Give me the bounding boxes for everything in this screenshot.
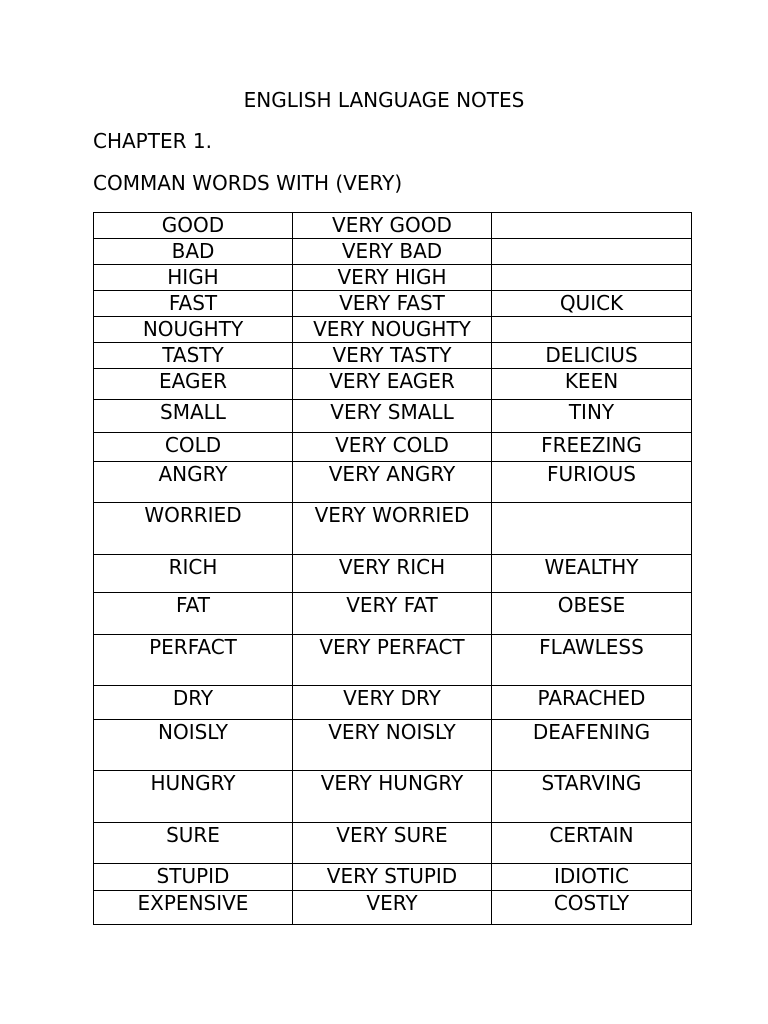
very-word-cell: VERY RICH [293, 555, 492, 593]
words-table [93, 212, 692, 925]
table-row [94, 400, 692, 433]
base-word-cell: STUPID [94, 864, 293, 891]
table-row [94, 864, 692, 891]
very-word-cell: VERY TASTY [293, 343, 492, 369]
synonym-cell: FREEZING [492, 433, 692, 462]
table-row [94, 891, 692, 925]
table-row [94, 291, 692, 317]
very-word-cell: VERY STUPID [293, 864, 492, 891]
section-heading: COMMAN WORDS WITH (VERY) [93, 171, 403, 195]
table-row [94, 433, 692, 462]
synonym-cell: STARVING [492, 771, 692, 823]
very-word-cell: VERY DRY [293, 686, 492, 720]
base-word-cell: DRY [94, 686, 293, 720]
synonym-cell: TINY [492, 400, 692, 433]
table-row [94, 369, 692, 400]
base-word-cell: RICH [94, 555, 293, 593]
synonym-cell: DEAFENING [492, 720, 692, 771]
base-word-cell: NOUGHTY [94, 317, 293, 343]
base-word-cell: SURE [94, 823, 293, 864]
synonym-cell [492, 239, 692, 265]
table-row [94, 555, 692, 593]
base-word-cell: EAGER [94, 369, 293, 400]
very-word-cell: VERY PERFACT [293, 635, 492, 686]
synonym-cell: CERTAIN [492, 823, 692, 864]
very-word-cell: VERY HIGH [293, 265, 492, 291]
very-word-cell: VERY SMALL [293, 400, 492, 433]
synonym-cell: IDIOTIC [492, 864, 692, 891]
base-word-cell: GOOD [94, 213, 293, 239]
table-row [94, 771, 692, 823]
table-row [94, 343, 692, 369]
document-title: ENGLISH LANGUAGE NOTES [243, 88, 525, 112]
table-row [94, 462, 692, 503]
synonym-cell [492, 317, 692, 343]
base-word-cell: TASTY [94, 343, 293, 369]
synonym-cell: FLAWLESS [492, 635, 692, 686]
very-word-cell: VERY COLD [293, 433, 492, 462]
table-row [94, 593, 692, 635]
synonym-cell: FURIOUS [492, 462, 692, 503]
base-word-cell: HIGH [94, 265, 293, 291]
synonym-cell: QUICK [492, 291, 692, 317]
table-row [94, 265, 692, 291]
very-word-cell: VERY HUNGRY [293, 771, 492, 823]
base-word-cell: PERFACT [94, 635, 293, 686]
synonym-cell [492, 503, 692, 555]
very-word-cell: VERY WORRIED [293, 503, 492, 555]
base-word-cell: COLD [94, 433, 293, 462]
base-word-cell: BAD [94, 239, 293, 265]
table-row [94, 317, 692, 343]
synonym-cell: OBESE [492, 593, 692, 635]
synonym-cell [492, 213, 692, 239]
table-row [94, 686, 692, 720]
base-word-cell: HUNGRY [94, 771, 293, 823]
base-word-cell: NOISLY [94, 720, 293, 771]
synonym-cell: KEEN [492, 369, 692, 400]
table-row [94, 720, 692, 771]
very-word-cell: VERY NOUGHTY [293, 317, 492, 343]
very-word-cell: VERY BAD [293, 239, 492, 265]
words-table-body [94, 213, 692, 925]
table-row [94, 213, 692, 239]
very-word-cell: VERY FAST [293, 291, 492, 317]
synonym-cell [492, 265, 692, 291]
synonym-cell: COSTLY [492, 891, 692, 925]
table-row [94, 239, 692, 265]
table-row [94, 503, 692, 555]
synonym-cell: DELICIUS [492, 343, 692, 369]
base-word-cell: ANGRY [94, 462, 293, 503]
table-row [94, 635, 692, 686]
very-word-cell: VERY ANGRY [293, 462, 492, 503]
base-word-cell: WORRIED [94, 503, 293, 555]
chapter-heading: CHAPTER 1. [93, 129, 212, 153]
very-word-cell: VERY [293, 891, 492, 925]
synonym-cell: PARACHED [492, 686, 692, 720]
base-word-cell: SMALL [94, 400, 293, 433]
very-word-cell: VERY NOISLY [293, 720, 492, 771]
base-word-cell: EXPENSIVE [94, 891, 293, 925]
very-word-cell: VERY SURE [293, 823, 492, 864]
synonym-cell: WEALTHY [492, 555, 692, 593]
very-word-cell: VERY EAGER [293, 369, 492, 400]
base-word-cell: FAST [94, 291, 293, 317]
very-word-cell: VERY FAT [293, 593, 492, 635]
very-word-cell: VERY GOOD [293, 213, 492, 239]
base-word-cell: FAT [94, 593, 293, 635]
table-row [94, 823, 692, 864]
